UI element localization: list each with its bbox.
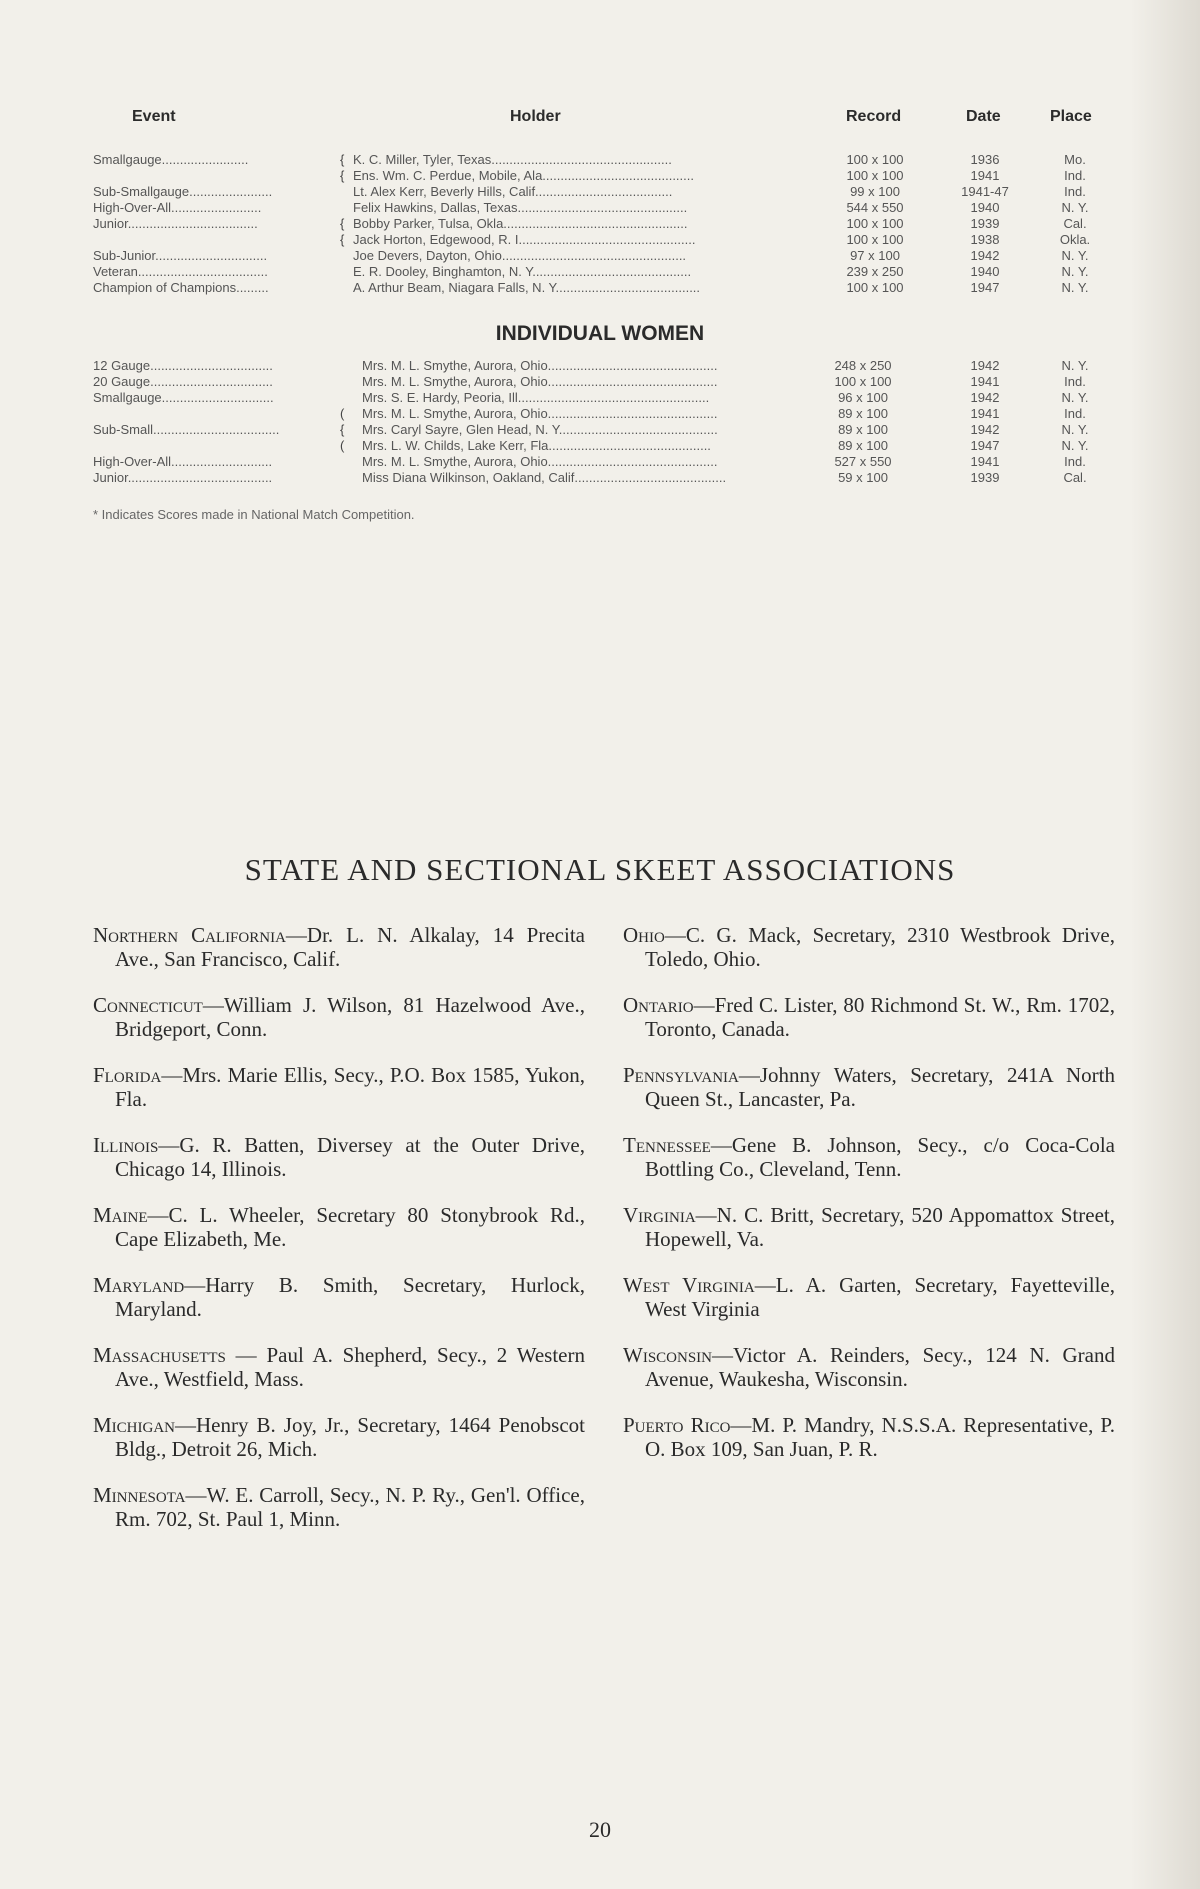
row-place: N. Y. (1061, 264, 1089, 279)
row-place: N. Y. (1061, 280, 1089, 295)
row-holder: Mrs. Caryl Sayre, Glen Head, N. Y............................................ (362, 422, 718, 437)
association-entry (93, 923, 585, 971)
association-entry (623, 1273, 1115, 1321)
association-state: Ontario (623, 993, 694, 1017)
association-details: —M. P. Mandry, N.S.S.A. Representative, P. O. Box 109, San Juan, P. R. (645, 1413, 1116, 1461)
row-place: N. Y. (1061, 422, 1089, 437)
row-date: 1942 (970, 358, 1000, 373)
association-entry (623, 1203, 1115, 1251)
row-place: Ind. (1064, 168, 1086, 183)
row-holder: Bobby Parker, Tulsa, Okla................................................... (353, 216, 688, 231)
association-details: —N. C. Britt, Secretary, 520 Appomattox Street, Hopewell, Va. (645, 1203, 1115, 1251)
row-record: 100 x 100 (834, 374, 892, 389)
row-holder: K. C. Miller, Tyler, Texas.................................................. (353, 152, 672, 167)
table-row (0, 168, 1200, 184)
table-row (0, 232, 1200, 248)
row-holder: Lt. Alex Kerr, Beverly Hills, Calif...................................... (353, 184, 673, 199)
page-number: 20 (589, 1817, 611, 1842)
row-record: 100 x 100 (846, 280, 904, 295)
row-date: 1938 (970, 232, 1000, 247)
row-event: Sub-Junior............................... (93, 248, 268, 263)
association-details: —Mrs. Marie Ellis, Secy., P.O. Box 1585, Yukon, Fla. (115, 1063, 585, 1111)
row-date: 1942 (970, 248, 1000, 263)
row-place: Ind. (1064, 454, 1086, 469)
association-state: Connecticut (93, 993, 203, 1017)
header-date: Date (966, 108, 1001, 125)
table-row (0, 374, 1200, 390)
association-state: Virginia (623, 1203, 696, 1227)
association-state: Florida (93, 1063, 162, 1087)
row-place: N. Y. (1061, 200, 1089, 215)
row-brace: { (340, 232, 345, 247)
row-event: High-Over-All............................ (93, 454, 273, 469)
association-state: Northern California (93, 923, 286, 947)
header-record: Record (846, 108, 902, 125)
row-holder: Mrs. M. L. Smythe, Aurora, Ohio............................................... (362, 454, 718, 469)
row-event: Sub-Smallgauge....................... (93, 184, 273, 199)
association-details: —Dr. L. N. Alkalay, 14 Precita Ave., San Francisco, Calif. (115, 923, 585, 971)
association-details: —Johnny Waters, Secretary, 241A North Queen St., Lancaster, Pa. (645, 1063, 1115, 1111)
row-event: Smallgauge............................... (93, 390, 274, 405)
row-event: 12 Gauge.................................. (93, 358, 273, 373)
row-place: Cal. (1063, 216, 1087, 231)
association-state: Illinois (93, 1133, 159, 1157)
association-details: —Fred C. Lister, 80 Richmond St. W., Rm. 1702, Toronto, Canada. (645, 993, 1115, 1041)
row-date: 1940 (970, 200, 1000, 215)
association-details: —Gene B. Johnson, Secy., c/o Coca-Cola Bottling Co., Cleveland, Tenn. (645, 1133, 1115, 1181)
footnote: * Indicates Scores made in National Match Competition. (93, 507, 415, 522)
table-row (0, 454, 1200, 470)
row-record: 100 x 100 (846, 168, 904, 183)
association-state: Michigan (93, 1413, 175, 1437)
header-event: Event (132, 108, 176, 125)
page-edge-shadow (1130, 0, 1200, 1889)
row-date: 1941 (970, 374, 1000, 389)
association-state: Puerto Rico (623, 1413, 731, 1437)
table-row (0, 438, 1200, 454)
association-state: Maine (93, 1203, 148, 1227)
table-row (0, 358, 1200, 374)
row-holder: Mrs. M. L. Smythe, Aurora, Ohio............................................... (362, 374, 718, 389)
row-date: 1941 (970, 406, 1000, 421)
row-date: 1942 (970, 422, 1000, 437)
row-date: 1941-47 (961, 184, 1009, 199)
table-row (0, 216, 1200, 232)
association-details: —William J. Wilson, 81 Hazelwood Ave., Bridgeport, Conn. (115, 993, 585, 1041)
association-state: Wisconsin (623, 1343, 712, 1367)
row-event: Veteran.................................... (93, 264, 268, 279)
row-brace: ( (340, 406, 345, 421)
bleed-through-ghost (150, 520, 950, 658)
women-section-title: INDIVIDUAL WOMEN (495, 322, 705, 345)
table-row (0, 470, 1200, 486)
row-place: N. Y. (1061, 358, 1089, 373)
association-entry (623, 1413, 1115, 1461)
association-entry (93, 1063, 585, 1111)
row-date: 1939 (970, 470, 1000, 485)
association-state: Massachusetts (93, 1343, 226, 1367)
row-holder: Mrs. L. W. Childs, Lake Kerr, Fla............................................. (362, 438, 711, 453)
row-date: 1940 (970, 264, 1000, 279)
table-row (0, 264, 1200, 280)
association-state: Minnesota (93, 1483, 186, 1507)
row-date: 1942 (970, 390, 1000, 405)
association-entry (93, 993, 585, 1041)
association-entry (93, 1343, 585, 1391)
row-record: 527 x 550 (834, 454, 892, 469)
association-entry (623, 923, 1115, 971)
association-entry (93, 1273, 585, 1321)
row-place: Mo. (1064, 152, 1086, 167)
table-row (0, 422, 1200, 438)
row-place: Okla. (1059, 232, 1091, 247)
row-brace: { (340, 152, 345, 167)
row-brace: { (340, 216, 345, 231)
records-table-header (0, 108, 1200, 132)
table-row (0, 406, 1200, 422)
table-row (0, 152, 1200, 168)
row-holder: Jack Horton, Edgewood, R. I................................................. (353, 232, 696, 247)
row-place: N. Y. (1061, 390, 1089, 405)
row-event: Sub-Small................................... (93, 422, 280, 437)
row-holder: A. Arthur Beam, Niagara Falls, N. Y........................................ (353, 280, 701, 295)
row-place: Ind. (1064, 406, 1086, 421)
row-record: 89 x 100 (838, 422, 888, 437)
association-details: —Victor A. Reinders, Secy., 124 N. Grand Avenue, Waukesha, Wisconsin. (645, 1343, 1115, 1391)
row-brace: ( (340, 438, 345, 453)
row-place: Ind. (1064, 184, 1086, 199)
row-record: 100 x 100 (846, 152, 904, 167)
row-record: 96 x 100 (838, 390, 888, 405)
row-date: 1939 (970, 216, 1000, 231)
association-entry (623, 1343, 1115, 1391)
table-row (0, 248, 1200, 264)
row-holder: Ens. Wm. C. Perdue, Mobile, Ala.......................................... (353, 168, 694, 183)
row-record: 544 x 550 (846, 200, 904, 215)
row-record: 89 x 100 (838, 406, 888, 421)
row-record: 97 x 100 (850, 248, 900, 263)
association-entry (93, 1413, 585, 1461)
row-brace: { (340, 168, 345, 183)
table-row (0, 390, 1200, 406)
row-holder: Joe Devers, Dayton, Ohio................................................... (353, 248, 687, 263)
row-record: 239 x 250 (846, 264, 904, 279)
association-entry (93, 1133, 585, 1181)
association-details: —Henry B. Joy, Jr., Secretary, 1464 Penobscot Bldg., Detroit 26, Mich. (115, 1413, 585, 1461)
association-details: —W. E. Carroll, Secy., N. P. Ry., Gen'l. Office, Rm. 702, St. Paul 1, Minn. (115, 1483, 585, 1531)
row-record: 89 x 100 (838, 438, 888, 453)
row-event: Junior.................................... (93, 216, 258, 231)
association-state: West Virginia (623, 1273, 755, 1297)
table-row (0, 200, 1200, 216)
row-holder: Mrs. S. E. Hardy, Peoria, Ill..................................................... (362, 390, 710, 405)
association-details: —G. R. Batten, Diversey at the Outer Drive, Chicago 14, Illinois. (115, 1133, 585, 1181)
row-date: 1947 (970, 438, 1000, 453)
row-record: 100 x 100 (846, 232, 904, 247)
row-holder: Mrs. M. L. Smythe, Aurora, Ohio............................................... (362, 406, 718, 421)
row-event: Junior........................................ (93, 470, 273, 485)
row-place: N. Y. (1061, 248, 1089, 263)
row-date: 1947 (970, 280, 1000, 295)
row-place: Ind. (1064, 374, 1086, 389)
row-record: 100 x 100 (846, 216, 904, 231)
association-entry (623, 1133, 1115, 1181)
header-holder: Holder (510, 108, 561, 125)
row-holder: E. R. Dooley, Binghamton, N. Y............................................ (353, 264, 692, 279)
row-event: High-Over-All......................... (93, 200, 262, 215)
association-details: —C. L. Wheeler, Secretary 80 Stonybrook Rd., Cape Elizabeth, Me. (115, 1203, 585, 1251)
row-event: 20 Gauge.................................. (93, 374, 273, 389)
row-holder: Mrs. M. L. Smythe, Aurora, Ohio............................................... (362, 358, 718, 373)
association-state: Tennessee (623, 1133, 711, 1157)
row-holder: Felix Hawkins, Dallas, Texas............................................... (353, 200, 688, 215)
row-place: Cal. (1063, 470, 1087, 485)
table-row (0, 280, 1200, 296)
row-date: 1941 (970, 454, 1000, 469)
association-entry (623, 1063, 1115, 1111)
row-date: 1941 (970, 168, 1000, 183)
association-details: — Paul A. Shepherd, Secy., 2 Western Ave., Westfield, Mass. (115, 1343, 585, 1391)
associations-left-column (93, 923, 585, 1553)
association-entry (93, 1483, 585, 1531)
row-record: 99 x 100 (850, 184, 900, 199)
association-entry (93, 1203, 585, 1251)
row-record: 248 x 250 (834, 358, 892, 373)
row-event: Smallgauge........................ (93, 152, 249, 167)
association-state: Maryland (93, 1273, 185, 1297)
association-state: Ohio (623, 923, 665, 947)
row-brace: { (340, 422, 345, 437)
associations-right-column (623, 923, 1115, 1483)
header-place: Place (1050, 108, 1092, 125)
row-place: N. Y. (1061, 438, 1089, 453)
row-holder: Miss Diana Wilkinson, Oakland, Calif.......................................... (362, 470, 727, 485)
association-details: —L. A. Garten, Secretary, Fayetteville, West Virginia (645, 1273, 1116, 1321)
row-event: Champion of Champions......... (93, 280, 269, 295)
row-record: 59 x 100 (838, 470, 888, 485)
association-entry (623, 993, 1115, 1041)
section-title: STATE AND SECTIONAL SKEET ASSOCIATIONS (244, 852, 956, 887)
association-details: —Harry B. Smith, Secretary, Hurlock, Maryland. (115, 1273, 585, 1321)
row-date: 1936 (970, 152, 1000, 167)
association-details: —C. G. Mack, Secretary, 2310 Westbrook Drive, Toledo, Ohio. (645, 923, 1115, 971)
association-state: Pennsylvania (623, 1063, 739, 1087)
table-row (0, 184, 1200, 200)
